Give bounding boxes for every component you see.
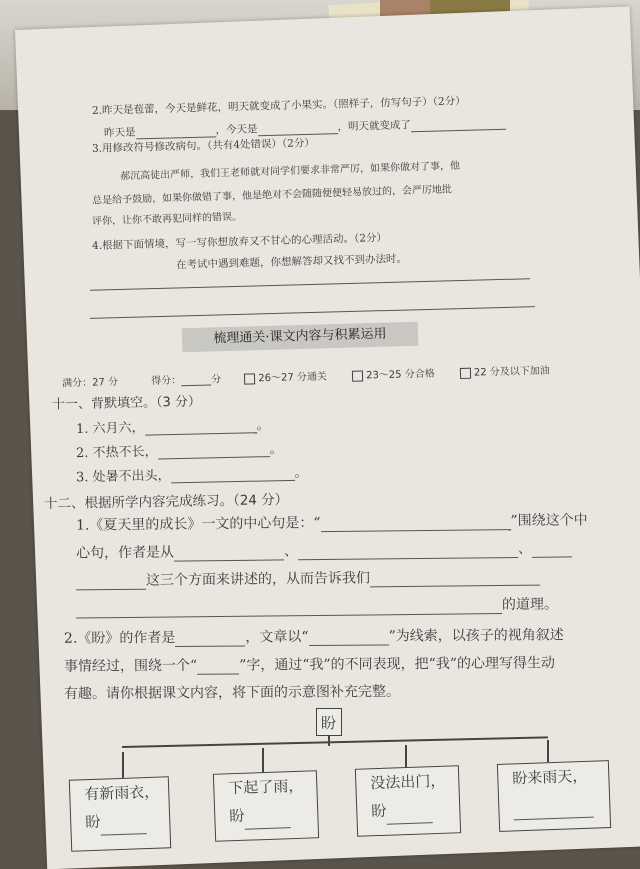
checkbox xyxy=(244,373,255,384)
question-4: 4.根据下面情境，写一写你想放弃又不甘心的心理活动。（2分） xyxy=(91,231,388,253)
question-12-title: 十二、根据所学内容完成练习。（24 分） xyxy=(43,491,289,513)
question-12-1-line-1: 1.《夏天里的成长》一文的中心句是：“ ”围绕这个中 xyxy=(75,512,588,534)
diagram-node-3: 没法出门， 盼 xyxy=(355,765,461,837)
question-12-2-line-2: 事情经过，围绕一个“ ”字，通过“我”的不同表现，把“我”的心理写得生动 xyxy=(63,655,556,675)
score-row: 满分：27 分 得分： 分 26～27 分通关 23～25 分合格 22 分及以下加油 xyxy=(61,365,550,390)
diagram-connector xyxy=(405,745,407,767)
question-3-line-2: 总是给予鼓励，如果你做错了事，他是绝对不会随随便便轻易放过的，会严厉地批 xyxy=(91,184,453,207)
question-3: 3.用修改符号修改病句。（共有4处错误）（2分） xyxy=(91,137,316,155)
checkbox xyxy=(352,370,363,381)
question-11-item-3: 3. 处暑不出头， 。 xyxy=(75,465,308,486)
question-12-1-line-2: 心句，作者是从 、 、 xyxy=(76,537,572,562)
question-12-1-line-3: 这三个方面来讲述的，从而告诉我们 xyxy=(76,566,540,591)
question-4-scene: 在考试中遇到难题，你想解答却又找不到办法时。 xyxy=(175,252,408,272)
diagram-connector xyxy=(547,740,549,762)
question-3-line-1: 郝沉高徒出严师，我们王老师就对同学们要求非常严厉，如果你做对了事，他 xyxy=(119,160,461,183)
diagram-connector xyxy=(122,752,124,778)
diagram-root: 盼 xyxy=(316,708,342,736)
answer-line xyxy=(90,278,530,291)
section-title: 梳理通关·课文内容与积累运用 xyxy=(182,322,419,353)
question-11-item-2: 2. 不热不长， 。 xyxy=(75,441,283,462)
answer-line xyxy=(90,306,535,319)
question-2-fill: 昨天是 ，今天是 ，明天就变成了 xyxy=(104,115,506,141)
diagram-node-4: 盼来雨天， xyxy=(497,760,611,832)
diagram-connector xyxy=(122,736,548,747)
question-11-title: 十一、背默填空。（3 分） xyxy=(51,394,202,413)
checkbox xyxy=(460,367,471,378)
question-2: 2.昨天是苞蕾，今天是鲜花，明天就变成了小果实。（照样子，仿写句子）（2分） xyxy=(91,95,466,117)
question-12-2-line-3: 有趣。请你根据课文内容，将下面的示意图补充完整。 xyxy=(63,683,401,703)
diagram-connector xyxy=(262,748,264,772)
question-3-line-3: 评你，让你不敢再犯同样的错误。 xyxy=(91,211,243,228)
question-11-item-1: 1. 六月六， 。 xyxy=(75,417,270,438)
diagram-node-2: 下起了雨， 盼 xyxy=(213,770,319,842)
question-12-1-line-4: 的道理。 xyxy=(76,593,558,618)
diagram-node-1: 有新雨衣， 盼 xyxy=(69,776,171,851)
question-12-2-line-1: 2.《盼》的作者是 ，文章以“ ”为线索，以孩子的视角叙述 xyxy=(63,627,564,647)
